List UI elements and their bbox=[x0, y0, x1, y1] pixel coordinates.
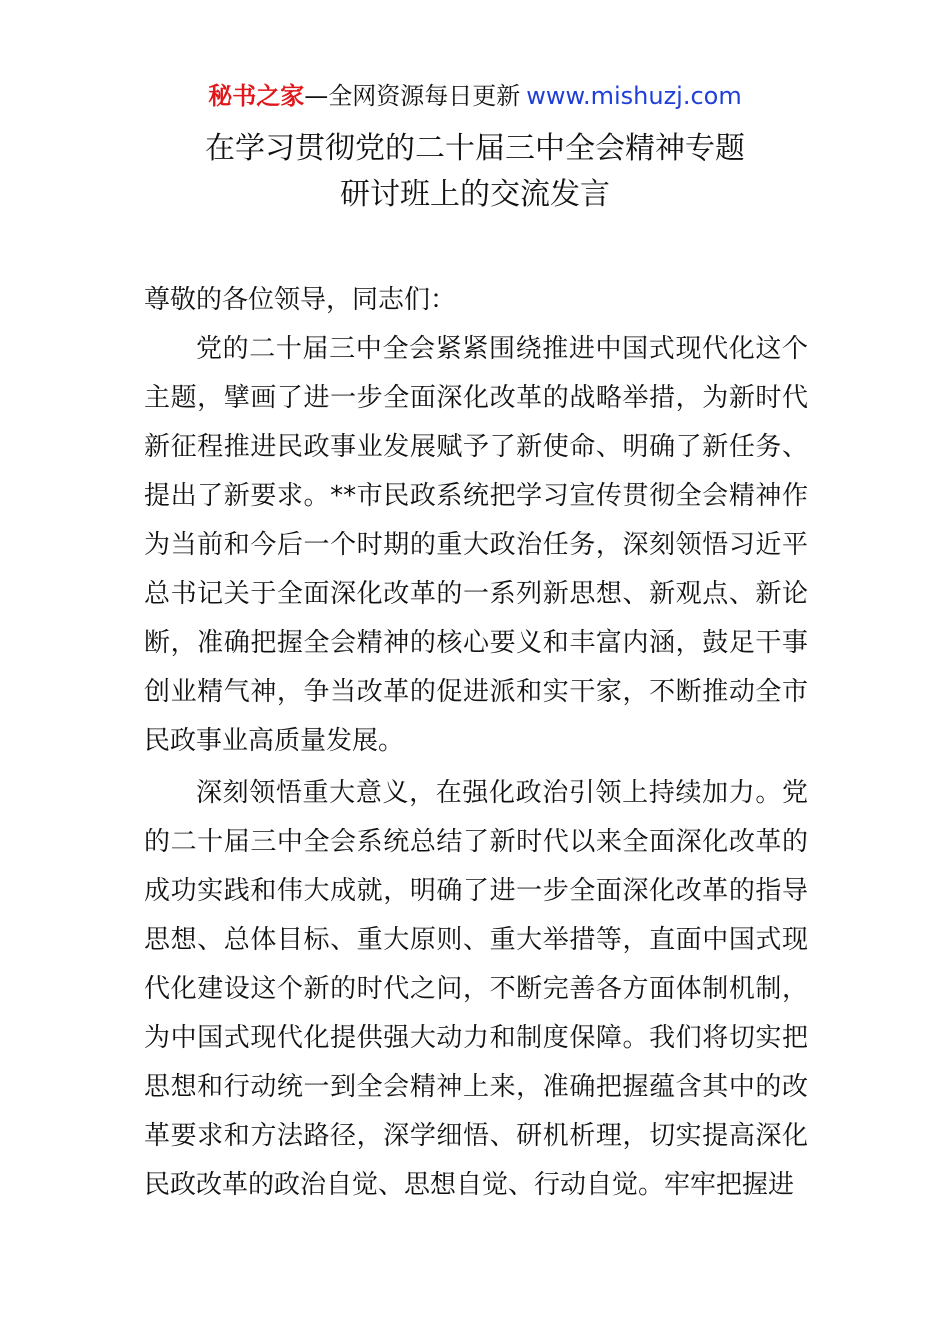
site-url-link[interactable]: www.mishuzj.com bbox=[526, 82, 742, 110]
salutation: 尊敬的各位领导，同志们： bbox=[144, 285, 457, 315]
document-body bbox=[144, 276, 808, 1210]
header-tagline: —全网资源每日更新 bbox=[304, 82, 521, 110]
document-title bbox=[0, 126, 950, 218]
brand-name: 秘书之家 bbox=[208, 82, 305, 110]
title-line-1: 在学习贯彻党的二十届三中全会精神专题 bbox=[205, 131, 745, 166]
site-header bbox=[0, 78, 950, 114]
body-paragraph-2: 深刻领悟重大意义，在强化政治引领上持续加力。党的二十届三中全会系统总结了新时代以来全面深化改革的成功实践和伟大成就，明确了进一步全面深化改革的指导思想、总体目标、重大原则、重大举措等，直面中国式现代化建设这个新的时代之问，不断完善各方面体制机制，为中国式现代化提供强大动力和制度保障。我们将切实把思想和行动统一到全会精神上来，准确把握蕴含其中的改革要求和方法路径，深学细悟、研机析理，切实提高深化民政改革的政治自觉、思想自觉、行动自觉。牢牢把握进 bbox=[144, 778, 808, 1200]
body-paragraph-1: 党的二十届三中全会紧紧围绕推进中国式现代化这个主题，擘画了进一步全面深化改革的战略举措，为新时代新征程推进民政事业发展赋予了新使命、明确了新任务、提出了新要求。**市民政系统把学习宣传贯彻全会精神作为当前和今后一个时期的重大政治任务，深刻领悟习近平总书记关于全面深化改革的一系列新思想、新观点、新论断，准确把握全会精神的核心要义和丰富内涵，鼓足干事创业精气神，争当改革的促进派和实干家，不断推动全市民政事业高质量发展。 bbox=[144, 334, 808, 756]
title-line-2: 研讨班上的交流发言 bbox=[340, 177, 610, 212]
